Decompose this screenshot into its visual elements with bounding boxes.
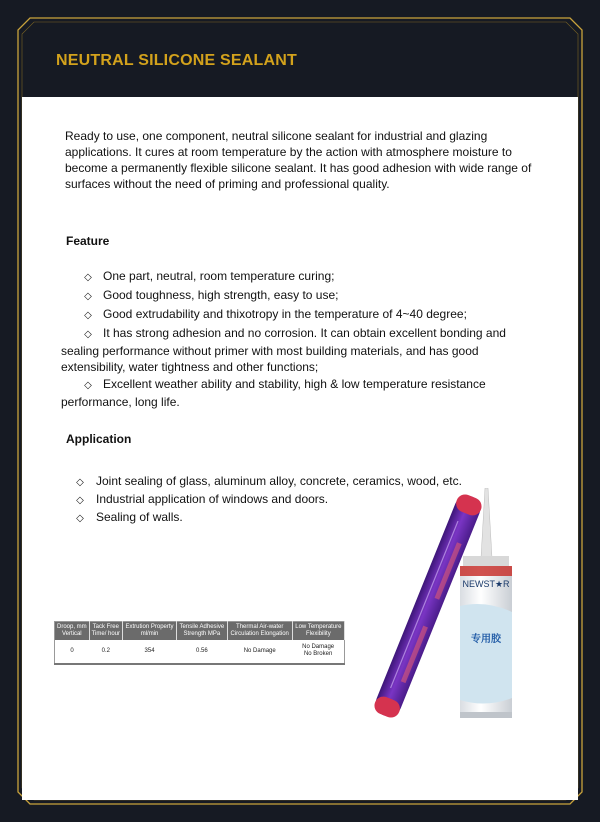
diamond-bullet-icon: ◇ [76, 513, 84, 524]
feature-heading: Feature [66, 234, 110, 248]
diamond-bullet-icon: ◇ [84, 272, 92, 283]
column-header: Extrution Property ml/min [122, 622, 176, 641]
column-header: Thermal Air-water Circulation Elongation [227, 622, 292, 641]
application-heading: Application [66, 432, 132, 446]
list-item: ◇ It has strong adhesion and no corrosion. It can obtain excellent bonding and sealing performance without primer with most building materials, and has good extensibility, water tightness and other functions; [61, 326, 506, 374]
column-header: Tensile Adhesive Strength MPa [177, 622, 228, 641]
table-cell: 354 [122, 640, 176, 664]
list-item: ◇ Good toughness, high strength, easy to use; [61, 287, 541, 305]
page-title: NEUTRAL SILICONE SEALANT [56, 52, 297, 69]
diamond-bullet-icon: ◇ [76, 477, 84, 488]
table-cell: 0.56 [177, 640, 228, 664]
table-cell: 0.2 [89, 640, 122, 664]
list-item: ◇ Sealing of walls. [73, 509, 462, 527]
table-header-row [55, 622, 345, 641]
list-item: ◇ Excellent weather ability and stability, high & low temperature resistance performance, long life. [61, 377, 486, 409]
feature-list [61, 268, 541, 411]
list-item: ◇ Good extrudability and thixotropy in the temperature of 4~40 degree; [61, 306, 541, 324]
column-header: Droop, mm Vertical [55, 622, 90, 641]
list-item: ◇ One part, neutral, room temperature curing; [61, 268, 541, 286]
properties-table [54, 621, 345, 665]
intro-paragraph: Ready to use, one component, neutral silicone sealant for industrial and glazing applications. It cures at room temperature by the action with atmosphere moisture to become a permanently flexible silicone sealant. It has good adhesion with wide range of surfaces without the need of priming and professional quality. [65, 129, 532, 191]
table-cell: 0 [55, 640, 90, 664]
list-item: ◇ Industrial application of windows and doors. [73, 491, 462, 509]
diamond-bullet-icon: ◇ [84, 329, 92, 340]
diamond-bullet-icon: ◇ [84, 380, 92, 391]
column-header: Tack Free Time/ hour [89, 622, 122, 641]
table-cell: No Damage [227, 640, 292, 664]
cartridge-brand: NEWST★R [462, 579, 510, 589]
cartridge-label: 专用胶 [471, 634, 501, 645]
diamond-bullet-icon: ◇ [76, 495, 84, 506]
table-row [55, 640, 345, 664]
column-header: Low Temperature Flexibility [292, 622, 344, 641]
table-cell: No Damage No Broken [292, 640, 344, 664]
diamond-bullet-icon: ◇ [84, 310, 92, 321]
product-image [330, 488, 525, 728]
list-item: ◇ Joint sealing of glass, aluminum alloy, concrete, ceramics, wood, etc. [73, 473, 462, 491]
diamond-bullet-icon: ◇ [84, 291, 92, 302]
